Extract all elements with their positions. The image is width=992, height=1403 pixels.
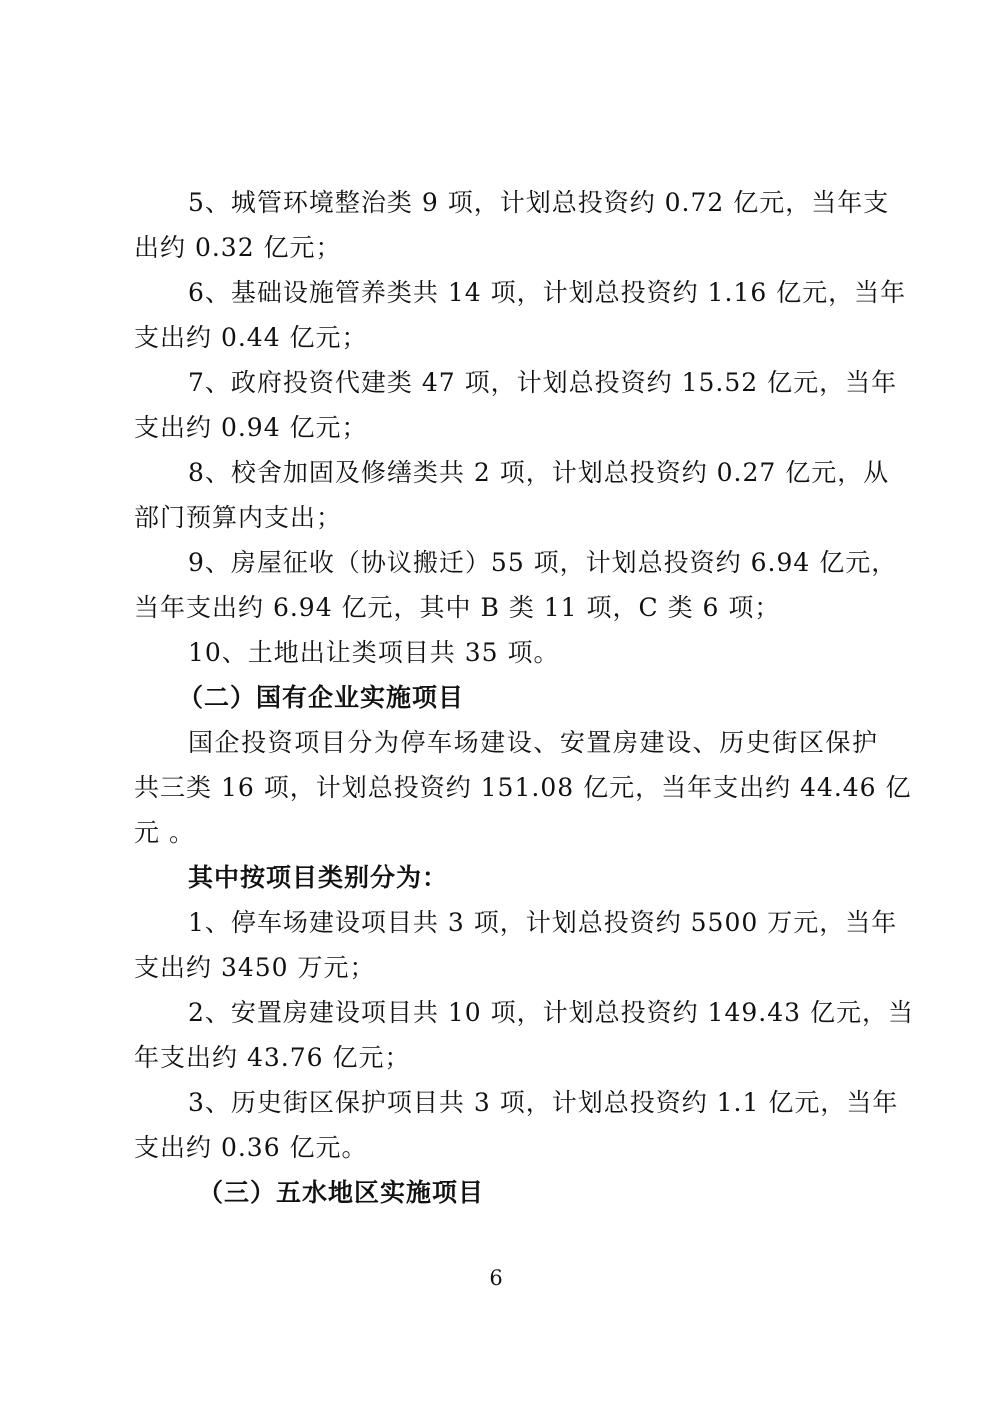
section-heading: （二）国有企业实施项目: [178, 683, 465, 712]
paragraph-line: 当年支出约 6.94 亿元，其中 B 类 11 项，C 类 6 项；: [134, 593, 781, 622]
paragraph-line: 3、历史街区保护项目共 3 项，计划总投资约 1.1 亿元，当年: [188, 1088, 899, 1117]
paragraph-line: 支出约 0.94 亿元；: [134, 413, 368, 442]
subsection-heading: 其中按项目类别分为：: [188, 863, 449, 892]
paragraph-line: 1、停车场建设项目共 3 项，计划总投资约 5500 万元，当年: [188, 908, 898, 937]
paragraph-line: 支出约 0.36 亿元。: [134, 1133, 368, 1162]
paragraph-line: 6、基础设施管养类共 14 项，计划总投资约 1.16 亿元，当年: [188, 278, 907, 307]
paragraph-line: 国企投资项目分为停车场建设、安置房建设、历史街区保护: [188, 728, 878, 757]
paragraph-line: 部门预算内支出；: [134, 503, 343, 532]
paragraph-line: 共三类 16 项，计划总投资约 151.08 亿元，当年支出约 44.46 亿: [134, 773, 912, 802]
paragraph-line: 支出约 0.44 亿元；: [134, 323, 368, 352]
paragraph-line: 2、安置房建设项目共 10 项，计划总投资约 149.43 亿元，当: [188, 998, 914, 1027]
page-number: 6: [489, 1266, 503, 1290]
paragraph-line: 10、土地出让类项目共 35 项。: [188, 638, 560, 667]
paragraph-line: 9、房屋征收（协议搬迁）55 项，计划总投资约 6.94 亿元，: [188, 548, 898, 577]
section-heading: （三）五水地区实施项目: [198, 1178, 485, 1207]
paragraph-line: 支出约 3450 万元；: [134, 953, 376, 982]
paragraph-line: 年支出约 43.76 亿元；: [134, 1043, 411, 1072]
paragraph-line: 8、校舍加固及修缮类共 2 项，计划总投资约 0.27 亿元，从: [188, 458, 890, 487]
paragraph-line: 元 。: [134, 818, 195, 847]
paragraph-line: 出约 0.32 亿元；: [134, 233, 342, 262]
paragraph-line: 7、政府投资代建类 47 项，计划总投资约 15.52 亿元，当年: [188, 368, 898, 397]
paragraph-line: 5、城管环境整治类 9 项，计划总投资约 0.72 亿元，当年支: [188, 188, 890, 217]
